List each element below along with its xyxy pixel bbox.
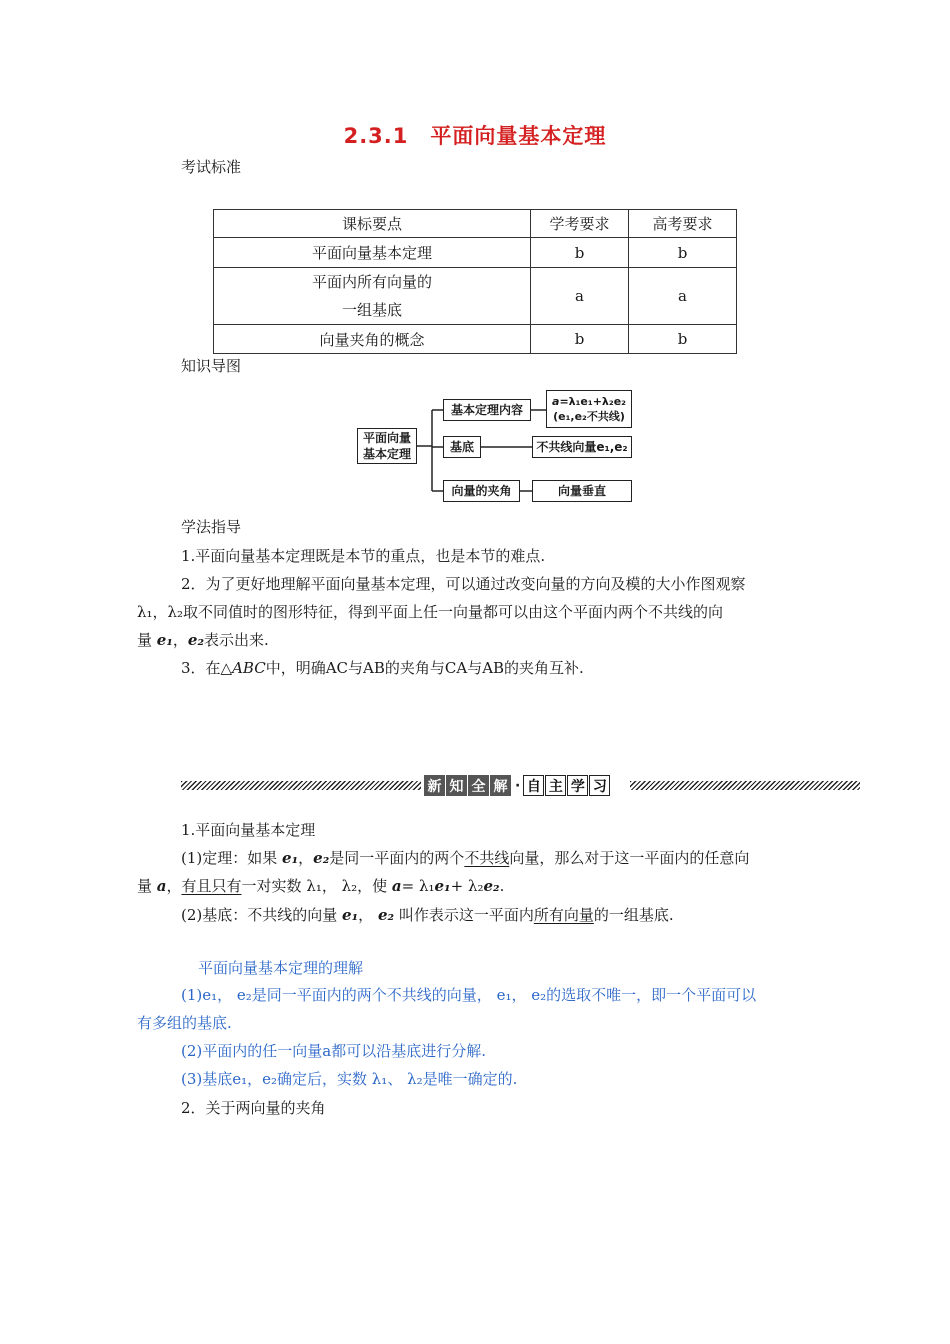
text-span: ，	[172, 631, 188, 649]
text-span: 是同一平面内的两个	[329, 849, 465, 867]
text-span: 量	[137, 877, 157, 895]
header-cell: 课标要点	[214, 210, 531, 238]
table-cell: a	[531, 268, 629, 325]
map-node-angle: 向量的夹角	[443, 480, 520, 502]
table-cell	[214, 268, 531, 325]
theorem-line1	[181, 847, 749, 869]
badge-char: 自	[523, 775, 544, 796]
underlined-term: 不共线	[464, 849, 510, 867]
vector-e2: e₂	[483, 877, 500, 895]
text-span: ，	[358, 906, 378, 924]
table-cell: b	[629, 238, 737, 268]
table-row	[214, 268, 737, 325]
knowledge-map-heading: 知识导图	[181, 357, 242, 375]
vector-e2: e₂	[187, 631, 205, 649]
method-guide-p2-line3	[137, 629, 269, 651]
table-cell: 平面向量基本定理	[214, 238, 531, 268]
text-span: 的一组基底.	[593, 906, 674, 924]
header-cell: 学考要求	[531, 210, 629, 238]
map-node-theorem-content: 基本定理内容	[443, 399, 531, 421]
table-cell: b	[531, 325, 629, 354]
cell-line: 一组基底	[341, 301, 402, 319]
note-1-line2: 有多组的基底.	[137, 1014, 232, 1032]
cell-line: 平面内所有向量的	[311, 273, 432, 291]
vector-e1: e₁	[282, 849, 299, 867]
table-cell: 向量夹角的概念	[214, 325, 531, 354]
method-guide-p3	[181, 657, 584, 679]
banner-hatch-right	[630, 781, 860, 790]
text-span: ，	[166, 877, 182, 895]
text-span: = λ₁	[401, 877, 435, 895]
s2-heading: 2．关于两向量的夹角	[181, 1099, 326, 1117]
note-1-line1: (1)e₁， e₂是同一平面内的两个不共线的向量， e₁， e₂的选取不唯一，即一个平面可以	[181, 986, 757, 1004]
note-3: (3)基底e₁，e₂确定后，实数 λ₁、 λ₂是唯一确定的.	[181, 1070, 518, 1088]
method-guide-p2-line1: 2．为了更好地理解平面向量基本定理，可以通过改变向量的方向及模的大小作图观察	[181, 575, 746, 593]
text-span: + λ₂	[450, 877, 484, 895]
table-row	[214, 325, 737, 354]
root-line: 基本定理	[362, 447, 411, 461]
underlined-term: 所有向量	[533, 906, 594, 924]
page-title	[0, 120, 950, 150]
method-guide-heading: 学法指导	[181, 518, 242, 536]
text-span: 3．在△	[181, 659, 233, 677]
table-row	[214, 238, 737, 268]
section-title: 平面向量基本定理	[430, 124, 607, 148]
section-badge	[424, 775, 611, 796]
badge-char: 主	[545, 775, 566, 796]
badge-char: 知	[446, 775, 467, 796]
method-guide-p2-line2: λ₁，λ₂取不同值时的图形特征，得到平面上任一向量都可以由这个平面内两个不共线的向	[137, 603, 724, 621]
header-cell: 高考要求	[629, 210, 737, 238]
method-guide-p1: 1.平面向量基本定理既是本节的重点，也是本节的难点.	[181, 547, 546, 565]
text-span: 表示出来.	[204, 631, 269, 649]
decomposition-formula: =λ₁e₁+λ₂e₂	[559, 395, 626, 408]
exam-standard-heading: 考试标准	[181, 158, 242, 176]
badge-char: 新	[424, 775, 445, 796]
vector-e1: e₁	[434, 877, 451, 895]
table-cell: b	[531, 238, 629, 268]
text-span: ，	[298, 849, 314, 867]
vector-e2: e₂	[377, 906, 395, 924]
map-root-node	[357, 428, 417, 464]
exam-standard-table	[213, 209, 737, 354]
text-span: 一对实数 λ₁， λ₂，使	[241, 877, 392, 895]
table-cell: a	[629, 268, 737, 325]
text-span: .	[499, 877, 505, 895]
badge-char: 习	[589, 775, 610, 796]
vector-a: a	[156, 877, 167, 895]
triangle-name: ABC	[232, 659, 266, 677]
note-2: (2)平面内的任一向量a都可以沿基底进行分解.	[181, 1042, 486, 1060]
vector-a: a	[552, 395, 560, 408]
root-line: 平面向量	[362, 431, 411, 445]
section-number: 2.3.1	[343, 124, 409, 148]
theorem-line2	[137, 875, 504, 897]
vector-e1: e₁	[156, 631, 173, 649]
note-title: 平面向量基本定理的理解	[198, 959, 364, 977]
basis-definition	[181, 904, 674, 926]
badge-separator: ·	[515, 777, 521, 794]
table-header-row	[214, 210, 737, 238]
badge-char: 学	[567, 775, 588, 796]
map-node-basis: 基底	[443, 436, 481, 458]
text-span: 向量，那么对于这一平面内的任意向	[509, 849, 750, 867]
banner-hatch-left	[181, 781, 421, 790]
text-span: (1)定理：如果	[181, 849, 283, 867]
text-span: 叫作表示这一平面内	[394, 906, 534, 924]
vector-a: a	[391, 877, 402, 895]
map-node-basis-vectors: 不共线向量e₁,e₂	[532, 436, 632, 458]
non-collinear-condition: (e₁,e₂不共线)	[553, 410, 625, 423]
text-span: (2)基底：不共线的向量	[181, 906, 343, 924]
badge-char: 解	[490, 775, 511, 796]
text-span: 量	[137, 631, 157, 649]
table-cell: b	[629, 325, 737, 354]
vector-e2: e₂	[313, 849, 330, 867]
underlined-term: 有且只有	[181, 877, 242, 895]
s1-heading: 1.平面向量基本定理	[181, 821, 316, 839]
map-node-decomposition	[546, 390, 632, 428]
text-span: 中，明确AC与AB的夹角与CA与AB的夹角互补.	[265, 659, 584, 677]
vector-e1: e₁	[342, 906, 359, 924]
map-node-perpendicular: 向量垂直	[532, 480, 632, 502]
badge-char: 全	[468, 775, 489, 796]
